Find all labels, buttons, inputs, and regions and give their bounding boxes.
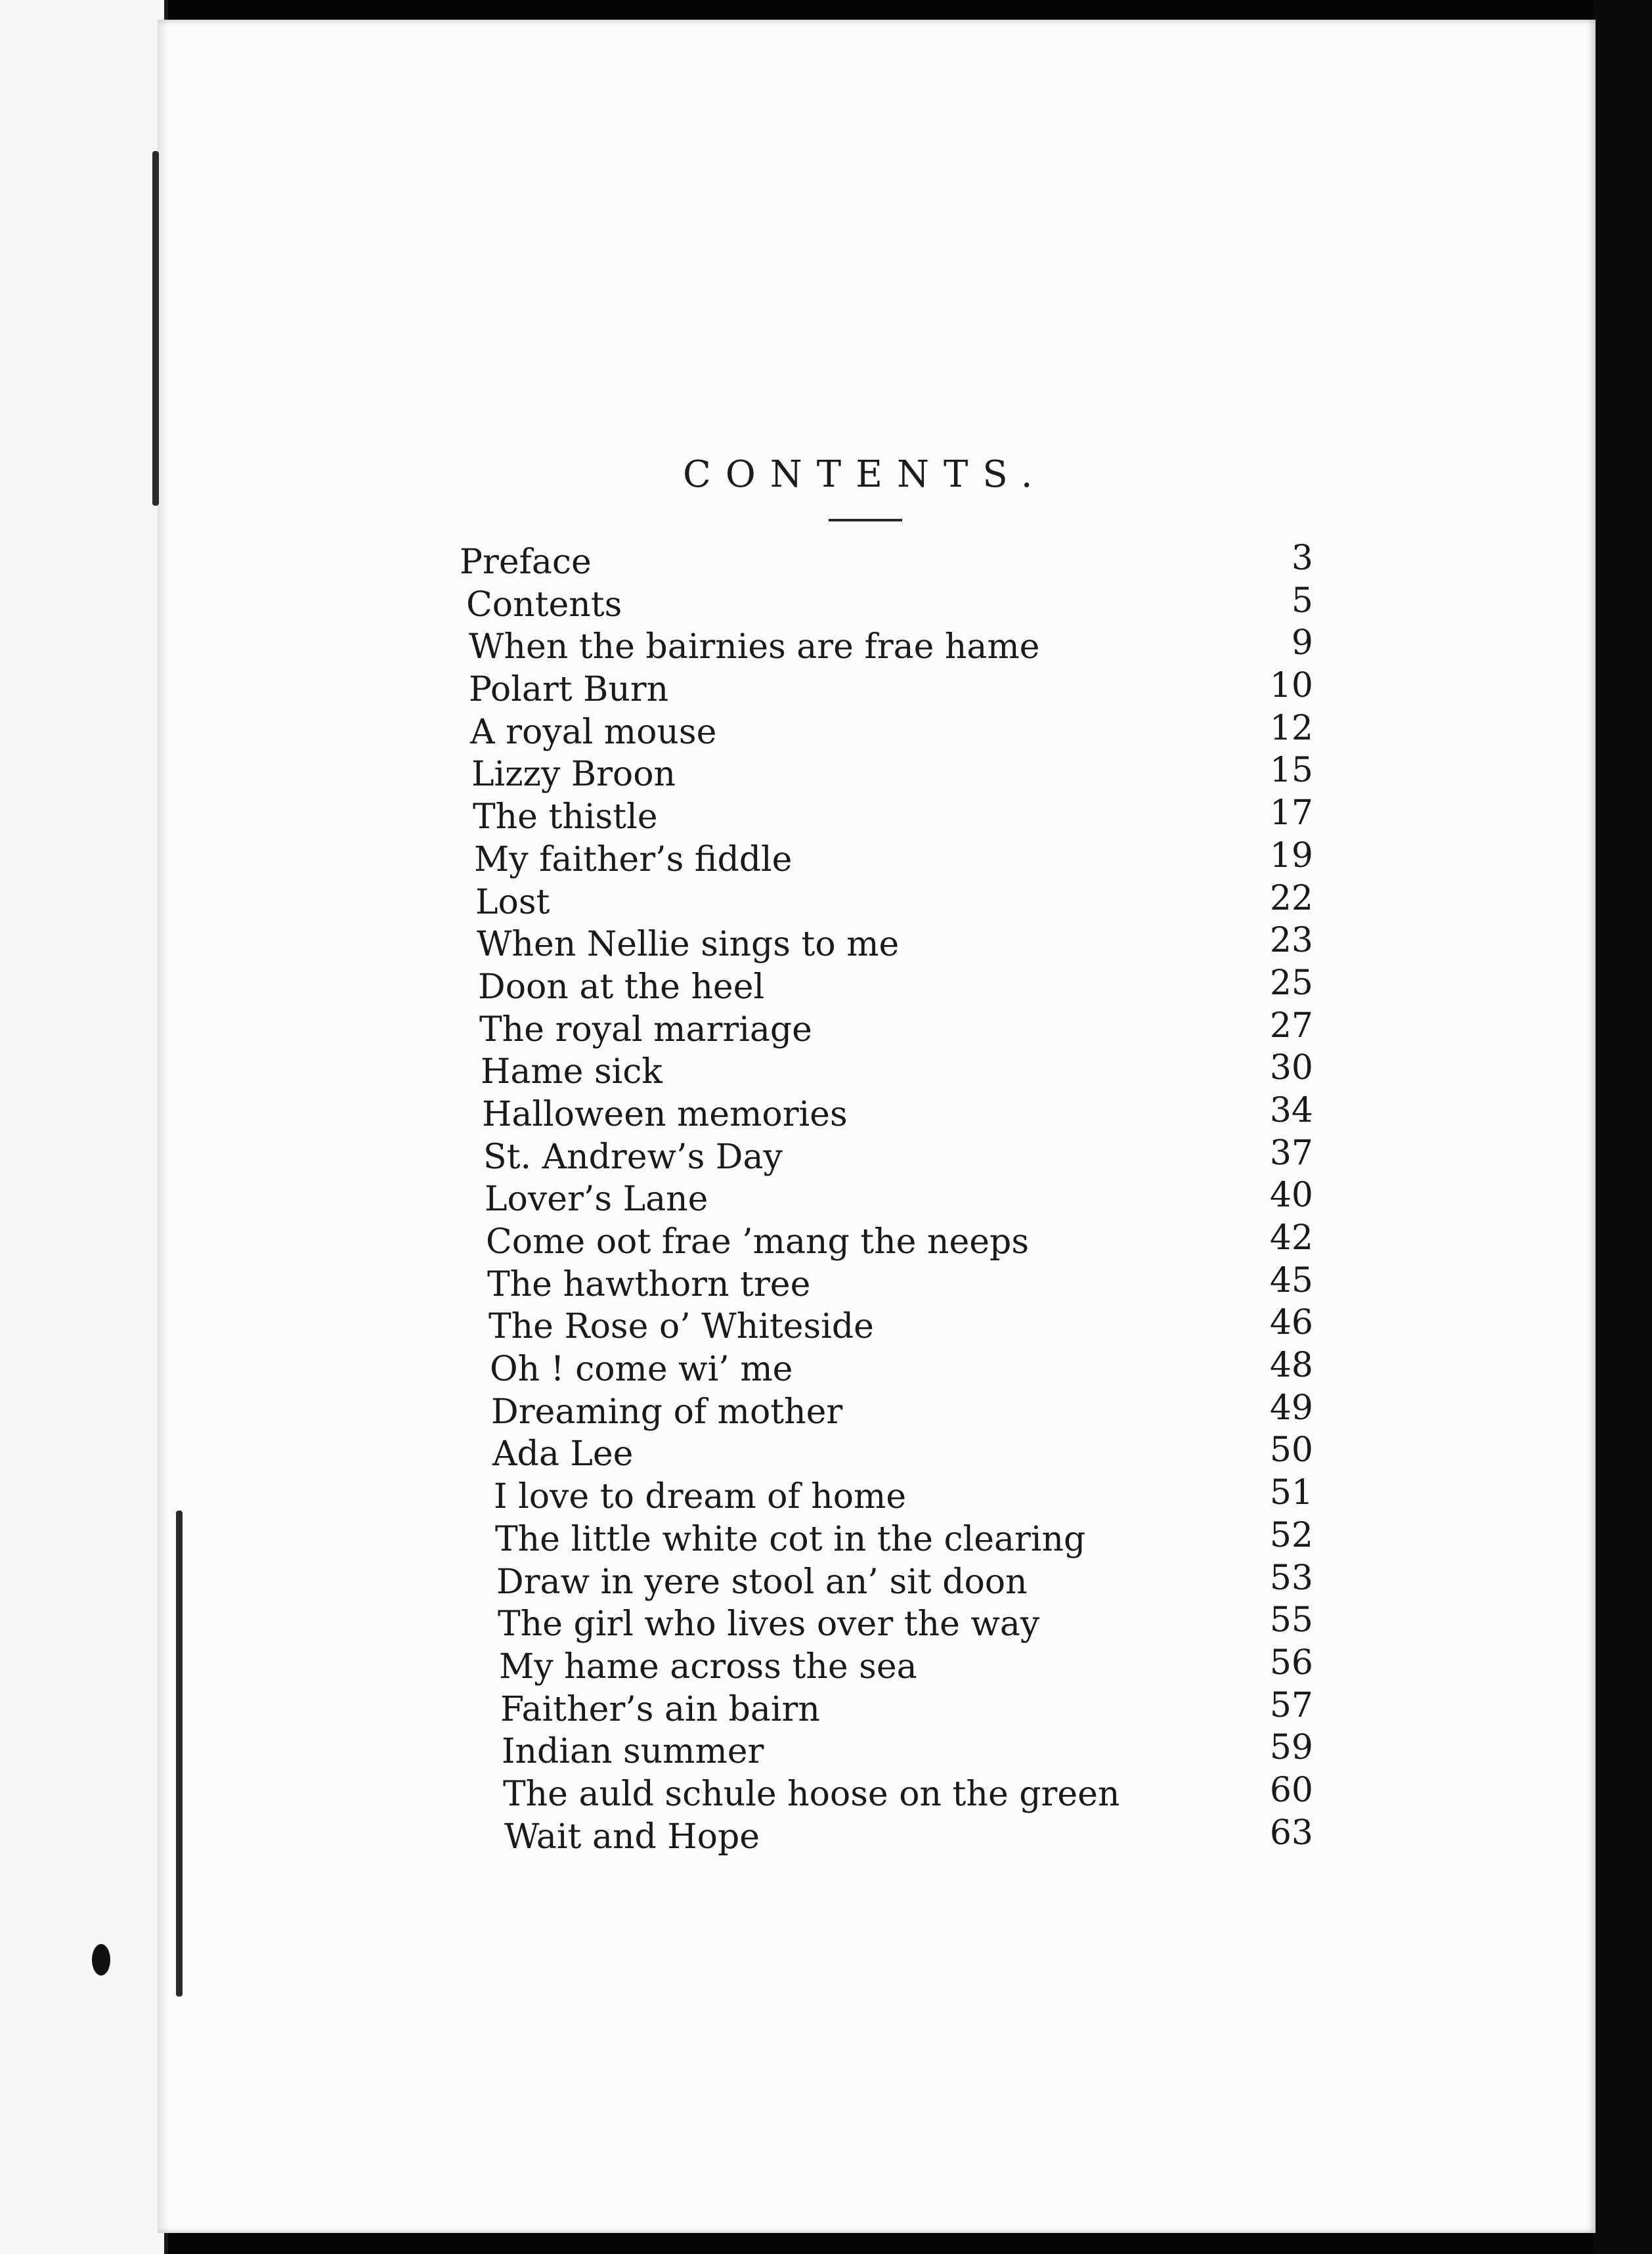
toc-entry <box>460 1430 1313 1476</box>
toc-entry-title: Contents <box>466 585 622 625</box>
toc-entry-page-number: 46 <box>1269 1303 1313 1343</box>
heading-rule <box>829 519 902 521</box>
toc-entry-page-number: 19 <box>1269 835 1313 875</box>
toc-entry-title: The little white cot in the clearing <box>495 1519 1086 1559</box>
toc-entry-title: Wait and Hope <box>504 1817 760 1857</box>
toc-entry <box>460 1090 1313 1136</box>
toc-entry-title: Polart Burn <box>469 670 669 710</box>
binding-stitch-top <box>152 151 159 506</box>
toc-entry-title: St. Andrew’s Day <box>483 1137 783 1177</box>
toc-entry-page-number: 48 <box>1269 1346 1313 1386</box>
toc-entry <box>460 753 1313 796</box>
toc-entry-page-number: 22 <box>1269 878 1313 918</box>
toc-entry-page-number: 30 <box>1269 1048 1313 1088</box>
toc-entry <box>460 1348 1313 1391</box>
toc-entry <box>460 1048 1313 1094</box>
toc-entry-title: Halloween memories <box>482 1094 848 1134</box>
toc-entry-page-number: 23 <box>1269 921 1313 961</box>
toc-entry-page-number: 17 <box>1269 793 1313 833</box>
toc-entry-title: Lover’s Lane <box>485 1180 708 1220</box>
toc-entry-title: Dreaming of mother <box>491 1392 843 1432</box>
toc-entry-title: When Nellie sings to me <box>477 925 900 965</box>
toc-entry-page-number: 10 <box>1269 666 1313 706</box>
toc-entry <box>460 835 1313 881</box>
toc-entry <box>460 623 1313 669</box>
toc-entry <box>460 1133 1313 1179</box>
toc-entry-page-number: 57 <box>1269 1685 1313 1725</box>
toc-entry <box>460 1558 1313 1604</box>
toc-entry <box>460 1685 1313 1731</box>
toc-entry-title: Come oot frae ’mang the neeps <box>486 1222 1029 1262</box>
toc-entry <box>460 1178 1313 1221</box>
toc-entry-page-number: 56 <box>1269 1643 1313 1683</box>
toc-entry-page-number: 12 <box>1269 708 1313 748</box>
toc-entry <box>460 1388 1313 1434</box>
toc-entry <box>460 923 1313 966</box>
toc-entry-page-number: 25 <box>1269 963 1313 1003</box>
toc-entry-page-number: 15 <box>1269 751 1313 791</box>
toc-entry-title: The thistle <box>473 797 658 837</box>
toc-entry-title: Faither’s ain bairn <box>500 1689 820 1729</box>
toc-entry-title: The auld schule hoose on the green <box>503 1774 1120 1814</box>
toc-entry-title: My faither’s fiddle <box>474 839 793 879</box>
toc-entry-title: Indian summer <box>502 1732 764 1772</box>
toc-entry <box>460 1515 1313 1561</box>
toc-entry <box>460 708 1313 754</box>
toc-entry <box>460 793 1313 839</box>
toc-entry-page-number: 3 <box>1291 539 1313 578</box>
toc-entry-page-number: 63 <box>1269 1813 1313 1853</box>
toc-entry-page-number: 27 <box>1269 1005 1313 1046</box>
toc-entry-title: Oh ! come wi’ me <box>490 1350 793 1390</box>
toc-entry-title: The royal marriage <box>479 1009 812 1050</box>
toc-entry-page-number: 5 <box>1291 581 1313 621</box>
toc-entry-title: Hame sick <box>481 1052 663 1092</box>
contents-heading: CONTENTS. <box>683 453 1047 496</box>
toc-entry-page-number: 59 <box>1269 1728 1313 1768</box>
page-right-border <box>1593 0 1652 2254</box>
toc-entry-title: I love to dream of home <box>494 1477 907 1517</box>
toc-entry-page-number: 53 <box>1269 1558 1313 1598</box>
toc-entry <box>460 1260 1313 1306</box>
toc-entry-title: Lost <box>475 882 550 922</box>
toc-entry-title: My hame across the sea <box>499 1646 917 1687</box>
toc-entry-page-number: 42 <box>1269 1218 1313 1258</box>
toc-entry <box>460 1728 1313 1773</box>
toc-entry <box>460 963 1313 1009</box>
toc-entry-title: Draw in yere stool an’ sit doon <box>496 1562 1028 1602</box>
toc-entry <box>460 1643 1313 1689</box>
toc-entry-page-number: 55 <box>1269 1601 1313 1641</box>
toc-entry <box>460 1473 1313 1518</box>
toc-entry-title: Preface <box>460 542 592 582</box>
toc-entry <box>460 581 1313 627</box>
contents-list <box>460 541 1313 1858</box>
toc-entry-page-number: 51 <box>1269 1473 1313 1513</box>
toc-entry <box>460 666 1313 711</box>
toc-entry <box>460 1303 1313 1348</box>
toc-entry-title: Doon at the heel <box>478 967 765 1007</box>
toc-entry <box>460 1770 1313 1816</box>
toc-entry-title: The Rose o’ Whiteside <box>489 1307 874 1347</box>
toc-entry-title: Ada Lee <box>492 1434 634 1474</box>
book-gutter <box>0 0 168 2254</box>
toc-entry-title: Lizzy Broon <box>471 755 676 795</box>
toc-entry-page-number: 37 <box>1269 1133 1313 1173</box>
toc-entry-page-number: 49 <box>1269 1388 1313 1428</box>
binding-stitch-bottom <box>176 1511 183 1997</box>
toc-entry <box>460 1005 1313 1051</box>
toc-entry-page-number: 40 <box>1269 1176 1313 1216</box>
toc-entry-page-number: 9 <box>1291 623 1313 663</box>
toc-entry <box>460 878 1313 924</box>
toc-entry <box>460 541 1313 584</box>
toc-entry-title: A royal mouse <box>470 712 717 752</box>
toc-entry <box>460 1813 1313 1859</box>
toc-entry-title: The girl who lives over the way <box>498 1604 1040 1645</box>
toc-entry <box>460 1603 1313 1646</box>
toc-entry-page-number: 52 <box>1269 1515 1313 1555</box>
toc-entry-title: When the bairnies are frae hame <box>469 627 1040 667</box>
toc-entry-page-number: 50 <box>1269 1430 1313 1470</box>
toc-entry-page-number: 60 <box>1269 1770 1313 1810</box>
toc-entry <box>460 1218 1313 1264</box>
toc-entry-title: The hawthorn tree <box>487 1264 811 1304</box>
toc-entry-page-number: 45 <box>1269 1260 1313 1300</box>
toc-entry-page-number: 34 <box>1269 1090 1313 1130</box>
ink-blot <box>92 1944 110 1976</box>
